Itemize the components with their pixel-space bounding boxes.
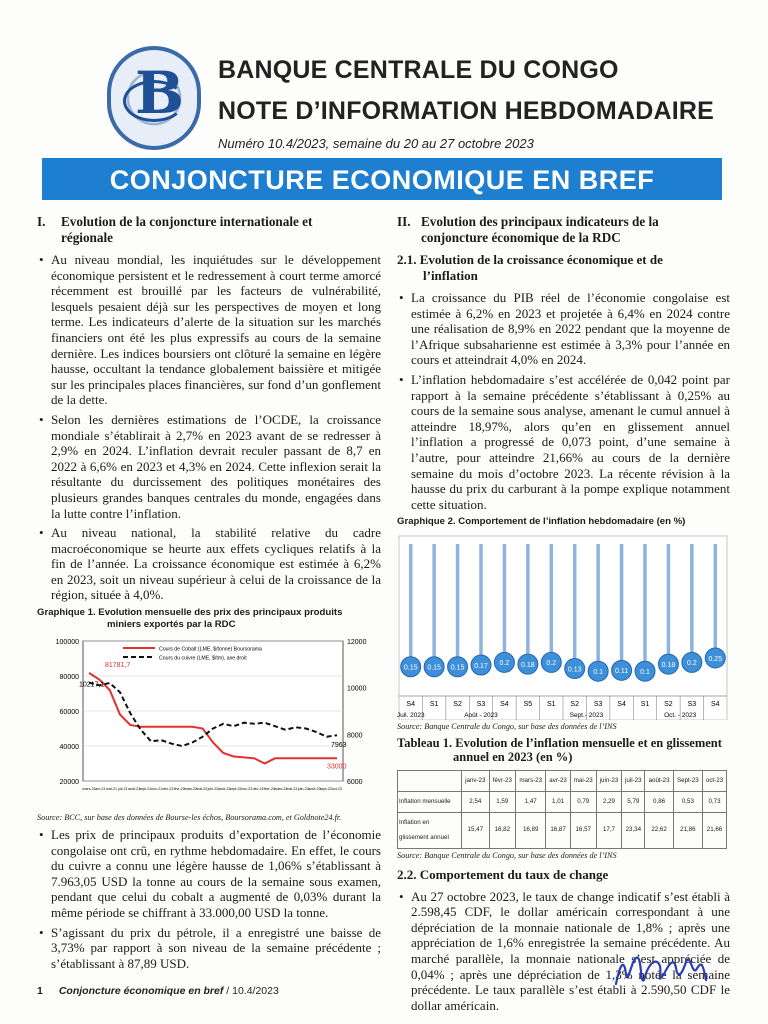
week-label: S4 (617, 701, 626, 709)
figure1-source: Source: BCC, sur base des données de Bourse-les échos, Boursorama.com, et Goldnote24.fr. (37, 813, 342, 823)
table-header-cell: juin-23 (596, 771, 622, 792)
month-group-label: Sept.- 2023 (569, 712, 604, 720)
table-cell: 21,86 (673, 812, 702, 848)
week-label: S3 (593, 701, 603, 709)
paragraph: • Au 27 octobre 2023, le taux de change indicatif s’est établi à 2.598,45 CDF, le dollar américain correspondant à une dépréciation de la monnaie nationale de 1,8% ; après une appréciation de 1,6% enregistrée la semaine précédente. Au marché parallèle, la monnaie nationale s’est appréciée de 0,04% ; après une dépréciation de 1,3% notée la semaine précédente. Le taux parallèle s’est établi à 2.590,50 CDF le dollar américain. (397, 889, 730, 1014)
section2-number: II. (397, 214, 411, 229)
table-cell: 0,79 (570, 791, 596, 812)
x-axis-tick: mars-23 (274, 787, 288, 792)
x-axis-tick: nov-21 (151, 787, 163, 792)
month-group-label: Août - 2023 (464, 712, 498, 720)
table1-title (397, 736, 730, 764)
paragraph: • Au niveau mondial, les inquiétudes sur le développement économique persistent et le redressement à court terme amorcé récemment est brouillé par les facteurs de vulnérabilité, lesquels pesaient déjà sur les perspectives de moyen et long terme. Les indicateurs d’alerte de la situation sur les marchés financiers ont été les plus expressifs au cours de la semaine dernière. Les indices boursiers ont clôturé la semaine en légère hausse, occultant la tendance globalement baissière et mitigée sur les principales places financières, sur fond d’un gonflement de la dette. (37, 252, 381, 408)
table-cell: 2,54 (462, 791, 490, 812)
table-cell: 1,47 (515, 791, 545, 812)
section1-heading (37, 214, 381, 246)
figure1-svg (37, 633, 381, 811)
plot-frame (399, 536, 727, 720)
copper-start-label: 10217,1 (79, 681, 105, 689)
table-header-cell: mai-23 (570, 771, 596, 792)
right-axis-tick: 12000 (347, 639, 367, 647)
table-header-cell: janv-23 (462, 771, 490, 792)
x-axis-tick: nov-22 (241, 787, 253, 792)
table-cell: 1,01 (546, 791, 570, 812)
left-axis-tick: 80000 (59, 674, 79, 682)
section1-number: I. (37, 214, 46, 229)
left-axis-tick: 100000 (55, 639, 79, 647)
right-axis-tick: 8000 (347, 732, 363, 740)
x-axis-tick: mai-22 (196, 787, 208, 792)
table1-title-line1: Tableau 1. Evolution de l’inflation mensuelle et en glissement (397, 736, 722, 751)
section2-title-line2: conjoncture économique de la RDC (421, 230, 621, 245)
x-axis-tick: sept-22 (229, 787, 242, 792)
week-label: S3 (687, 701, 697, 709)
legend-label: Cours de Cobalt (LME, $/tonne) Boursorama (159, 646, 262, 653)
subsection-2-2-heading: 2.2. Comportement du taux de change (397, 866, 609, 882)
week-label: S3 (476, 701, 486, 709)
table-cell: 0,53 (673, 791, 702, 812)
inflation-value-label: 0.15 (427, 664, 441, 672)
figure1-title (37, 607, 381, 631)
logo-letter: B (135, 59, 185, 127)
right-column (397, 214, 730, 1017)
figure2-chart (397, 530, 730, 720)
x-axis-tick: mai-23 (286, 787, 298, 792)
table-row (398, 791, 727, 812)
x-axis-tick: sept-23 (319, 787, 332, 792)
table-row (398, 812, 727, 848)
subsection-2-1-number: 2.1. (397, 252, 417, 267)
month-group-label: Oct. - 2023 (664, 712, 697, 720)
figure1-title-line2: miniers exportés par la RDC (107, 619, 236, 631)
table-cell: 15,47 (462, 812, 490, 848)
inflation-value-label: 0.11 (615, 668, 629, 676)
inflation-table (397, 770, 727, 848)
inflation-value-label: 0.2 (686, 660, 697, 668)
subsection-2-1-line1: Evolution de la croissance économique et de (419, 252, 663, 267)
week-label: S4 (406, 701, 415, 709)
x-axis-tick: oct-23 (332, 787, 342, 792)
handwritten-signature (612, 944, 712, 998)
table-cell: 21,66 (703, 812, 727, 848)
table-header-cell: Sept-23 (673, 771, 702, 792)
paragraph: • Selon les dernières estimations de l’OCDE, la croissance mondiale s’établirait à 2,7% en 2023 avant de se redresser à 2,9% en 2024. L’inflation devrait reculer passant de 8,7 en 2022 à 6,6% en 2023 et 4,3% en 2024. Cette inflexion serait la résultante du durcissement des politiques monétaires des plusieurs grandes banques centrales du monde, engagées dans la lutte contre l’inflation. (37, 412, 381, 521)
week-label: S5 (523, 701, 533, 709)
left-axis-tick: 60000 (59, 709, 79, 717)
right-axis-tick: 10000 (347, 685, 367, 693)
table-cell: 5,79 (622, 791, 645, 812)
paragraph: • L’inflation hebdomadaire s’est accélérée de 0,042 point par rapport à la semaine précédente s’établissant à 0,25% au cours de la semaine sous analyse, amenant le cumul annuel à atteindre 18,97%, alors qu’en en glissement annuel l’inflation a progressé de 0,073 point, d’une semaine à l’autre, pour atteindre 21,66% au cours de la dernière semaine du mois d’octobre 2023. La récente révision à la hausse du prix du carburant à la pompe explique notamment cette situation. (397, 372, 730, 512)
section2-title-line1: Evolution des principaux indicateurs de la (421, 214, 659, 229)
x-axis-tick: févr-23 (263, 787, 275, 792)
x-axis-tick: juin-23 (297, 787, 309, 792)
inflation-value-label: 0.18 (661, 662, 676, 670)
table-cell: 0,86 (645, 791, 673, 812)
figure1-chart (37, 633, 381, 811)
paragraph: • Les prix de principaux produits d’exportation de l’économie congolaise ont crû, en rythme hebdomadaire. En effet, le cours du cuivre a connu une légère hausse de 1,06% s’établissant à 7.963,05 USD la tonne au cours de la semaine sous examen, pendant que celui du cobalt a augmenté de 0,03% durant la même période se chiffrant à 33.000,00 USD la tonne. (37, 827, 381, 921)
bcc-logo (107, 46, 201, 150)
subsection-2-1-line2: l’inflation (423, 268, 478, 283)
inflation-value-label: 0.15 (403, 664, 418, 672)
week-label: S2 (570, 701, 579, 709)
subsection-2-1-heading (397, 252, 730, 284)
copper-end-label: 7963 (331, 742, 347, 750)
table-cell: 23,34 (622, 812, 645, 848)
week-label: S1 (429, 701, 439, 709)
inflation-value-label: 0.13 (567, 666, 582, 674)
inflation-value-label: 0.2 (546, 660, 557, 668)
week-label: S1 (640, 701, 650, 709)
section1-title-line2: régionale (61, 230, 114, 245)
footer-issue: / 10.4/2023 (223, 985, 279, 997)
x-axis-tick: juil-21 (118, 787, 128, 792)
week-label: S2 (664, 701, 673, 709)
x-axis-tick: juin-22 (207, 787, 219, 792)
section1-title-line1: Evolution de la conjoncture internationale et (61, 214, 313, 229)
table-header-cell: oct-23 (703, 771, 727, 792)
x-axis-tick: mars-21 (82, 787, 96, 792)
x-axis-tick: avr-21 (95, 787, 106, 792)
figure1-title-line1: Graphique 1. Evolution mensuelle des prix des principaux produits (37, 607, 343, 619)
table-header-cell: févr-23 (489, 771, 515, 792)
left-axis-tick: 40000 (59, 744, 79, 752)
right-axis-tick: 6000 (347, 779, 363, 787)
table-cell: 0,73 (703, 791, 727, 812)
table-cell: 2,29 (596, 791, 622, 812)
table-header-cell: août-23 (645, 771, 673, 792)
x-axis-tick: août-21 (127, 787, 141, 792)
table-row-label: Inflation en glissement annuel (398, 812, 462, 848)
figure2-svg (397, 530, 730, 720)
x-axis-tick: févr-22 (173, 787, 185, 792)
x-axis-tick: mai-21 (106, 787, 118, 792)
figure2-title: Graphique 2. Comportement de l’inflation hebdomadaire (en %) (397, 516, 686, 528)
paragraph: • Au niveau national, la stabilité relative du cadre macroéconomique se heurte aux effets cycliques relatifs à la fin de l’année. La croissance économique est estimée à 6,2% en 2023, soit un niveau supérieur à celui de la croissance de la région, située à 4,0%. (37, 525, 381, 603)
footer-title: Conjoncture économique en bref (58, 985, 224, 997)
cobalt-end-label: 33000 (327, 763, 347, 771)
inflation-value-label: 0.1 (640, 669, 650, 677)
cobalt-start-label: 81781,7 (105, 661, 131, 669)
table-cell: 16,82 (489, 812, 515, 848)
month-group-label: Juil. 2023 (397, 712, 425, 720)
table-cell: 17,7 (596, 812, 622, 848)
page-number: 1 (37, 985, 43, 997)
section-banner: CONJONCTURE ECONOMIQUE EN BREF (42, 158, 722, 200)
page-footer (37, 985, 279, 997)
week-label: S4 (711, 701, 720, 709)
left-axis-tick: 20000 (59, 779, 79, 787)
publication-title: NOTE D’INFORMATION HEBDOMADAIRE (218, 97, 714, 125)
section2-heading (397, 214, 730, 246)
table-cell: 16,57 (570, 812, 596, 848)
table1-source: Source: Banque Centrale du Congo, sur base des données de l’INS (397, 850, 617, 860)
inflation-value-label: 0.18 (521, 662, 535, 670)
left-column (37, 214, 381, 975)
x-axis-tick: août-23 (308, 787, 321, 792)
table-cell: 22,62 (645, 812, 673, 848)
inflation-value-label: 0.15 (450, 664, 465, 672)
x-axis-tick: sept-21 (139, 787, 152, 792)
x-axis-tick: mars-22 (183, 787, 198, 792)
paragraph: • S’agissant du prix du pétrole, il a enregistré une baisse de 3,73% par rapport à son niveau de la semaine précédente ; s’établissant à 87,89 USD. (37, 925, 381, 972)
inflation-value-label: 0.1 (593, 669, 604, 677)
table-corner-cell (398, 771, 462, 792)
table-header-cell: juil-23 (622, 771, 645, 792)
table-cell: 16,87 (546, 812, 570, 848)
table1-title-line2: annuel en 2023 (en %) (453, 750, 573, 765)
x-axis-tick: août-22 (218, 787, 231, 792)
issue-line: Numéro 10.4/2023, semaine du 20 au 27 octobre 2023 (218, 136, 534, 151)
inflation-value-label: 0.17 (474, 663, 488, 671)
week-label: S2 (453, 701, 462, 709)
institution-name: BANQUE CENTRALE DU CONGO (218, 56, 619, 84)
week-label: S1 (547, 701, 556, 709)
table-row-label: Inflation mensuelle (398, 791, 462, 812)
table-header-cell: mars-23 (515, 771, 545, 792)
table-cell: 16,89 (515, 812, 545, 848)
inflation-value-label: 0.2 (499, 660, 510, 668)
x-axis-tick: déc-22 (252, 787, 264, 792)
week-label: S4 (500, 701, 509, 709)
figure2-source: Source: Banque Centrale du Congo, sur base des données de l’INS (397, 722, 617, 732)
legend-label: Cours du cuivre (LME, $/tm), axe droit (159, 655, 247, 662)
table-cell: 1,59 (489, 791, 515, 812)
paragraph: • La croissance du PIB réel de l’économie congolaise est estimée à 6,2% en 2023 et projetée à 6,4% en 2024 contre une réalisation de 8,9% en 2022 pendant que la moyenne de l’Afrique subsaharienne est estimée à 3,3% pour l’année en cours et atteindrait 4,0% en 2024. (397, 290, 730, 368)
x-axis-tick: déc-21 (162, 787, 174, 792)
inflation-value-label: 0.25 (708, 656, 723, 664)
table-header-cell: avr-23 (546, 771, 570, 792)
table-header-row (398, 771, 727, 792)
